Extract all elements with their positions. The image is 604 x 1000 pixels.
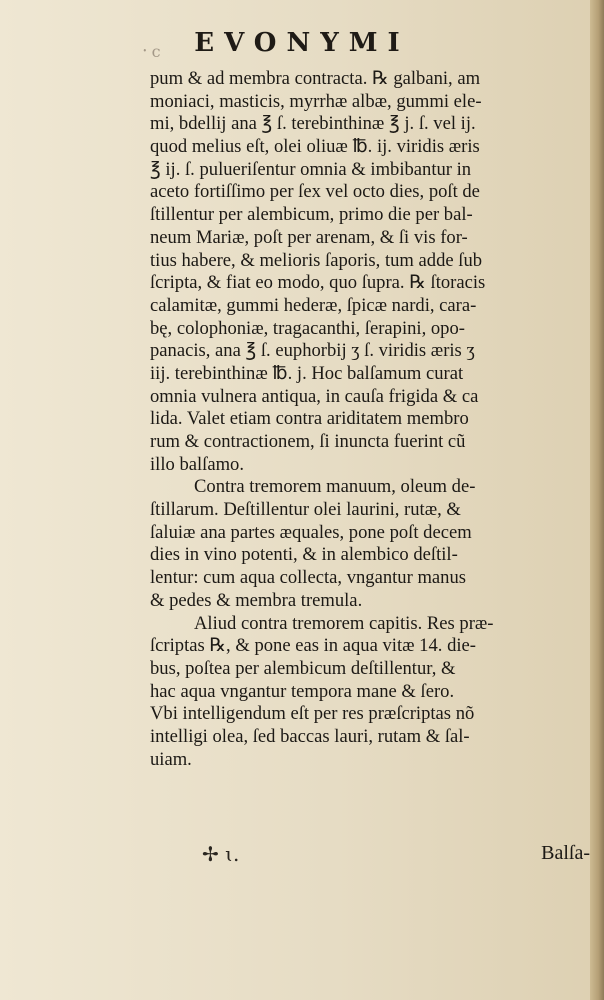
text-block bbox=[150, 68, 590, 771]
text-line: moniaci, masticis, myrrhæ albæ, gummi ele- bbox=[150, 90, 482, 112]
text-line: iij. terebinthinæ ℔. j. Hoc balſamum curat bbox=[150, 362, 464, 384]
catchword: Balſa- bbox=[541, 842, 590, 864]
text-line: ſtillarum. Deſtillentur olei laurini, rutæ, & bbox=[150, 499, 461, 521]
text-line: ſcriptas ℞, & pone eas in aqua vitæ 14. die- bbox=[150, 635, 476, 657]
text-line: ſcripta, & fiat eo modo, quo ſupra. ℞ ſtoracis bbox=[150, 272, 486, 294]
text-line: quod melius eſt, olei oliuæ ℔. ij. viridis æris bbox=[150, 136, 480, 158]
text-line: hac aqua vngantur tempora mane & ſero. bbox=[150, 680, 455, 702]
text-line: illo balſamo. bbox=[150, 453, 244, 475]
text-line: ſaluiæ ana partes æquales, pone poſt decem bbox=[150, 521, 472, 543]
text-line: ℥ ij. ſ. pulueriſentur omnia & imbibantur in bbox=[150, 158, 472, 180]
text-line: tius habere, & melioris ſaporis, tum adde ſub bbox=[150, 249, 483, 271]
text-line: mi, bdellij ana ℥ ſ. terebinthinæ ℥ j. ſ. vel ij. bbox=[150, 113, 476, 135]
text-line: calamitæ, gummi hederæ, ſpicæ nardi, cara- bbox=[150, 294, 477, 316]
corner-mark: ᛫ϲ bbox=[140, 42, 163, 61]
text-line: Vbi intelligendum eſt per res præſcriptas nõ bbox=[150, 703, 475, 725]
text-line: bus, poſtea per alembicum deſtillentur, & bbox=[150, 657, 456, 679]
text-line: dies in vino potenti, & in alembico deſtil- bbox=[150, 544, 458, 566]
paragraph-start-line: Contra tremorem manuum, oleum de- bbox=[194, 476, 476, 498]
text-line: bę, colophoniæ, tragacanthi, ſerapini, opo- bbox=[150, 317, 465, 339]
text-line: uiam. bbox=[150, 748, 192, 770]
paragraph-start-line: Aliud contra tremorem capitis. Res præ- bbox=[194, 612, 494, 634]
text-line: omnia vulnera antiqua, in cauſa frigida & ca bbox=[150, 385, 479, 407]
text-line: lentur: cum aqua collecta, vngantur manus bbox=[150, 567, 466, 589]
text-line: rum & contractionem, ſi inuncta fuerint cũ bbox=[150, 431, 466, 452]
text-line: neum Mariæ, poſt per arenam, & ſi vis for- bbox=[150, 226, 468, 248]
text-line: panacis, ana ℥ ſ. euphorbij ʒ ſ. viridis æris ʒ bbox=[150, 340, 475, 362]
text-line: intelligi olea, ſed baccas lauri, rutam & ſal- bbox=[150, 725, 470, 747]
running-head: EVONYMI bbox=[194, 28, 410, 58]
text-line: & pedes & membra tremula. bbox=[150, 589, 363, 611]
page-edge-shadow bbox=[590, 0, 604, 1000]
text-line: lida. Valet etiam contra ariditatem membro bbox=[150, 408, 469, 430]
signature-mark: ✢ ɩ. bbox=[202, 842, 240, 866]
text-line: aceto fortiſſimo per ſex vel octo dies, poſt de bbox=[150, 181, 480, 203]
page-footer bbox=[150, 842, 590, 870]
text-line: pum & ad membra contracta. ℞ galbani, am bbox=[150, 68, 481, 89]
text-line: ſtillentur per alembicum, primo die per bal- bbox=[150, 204, 473, 226]
